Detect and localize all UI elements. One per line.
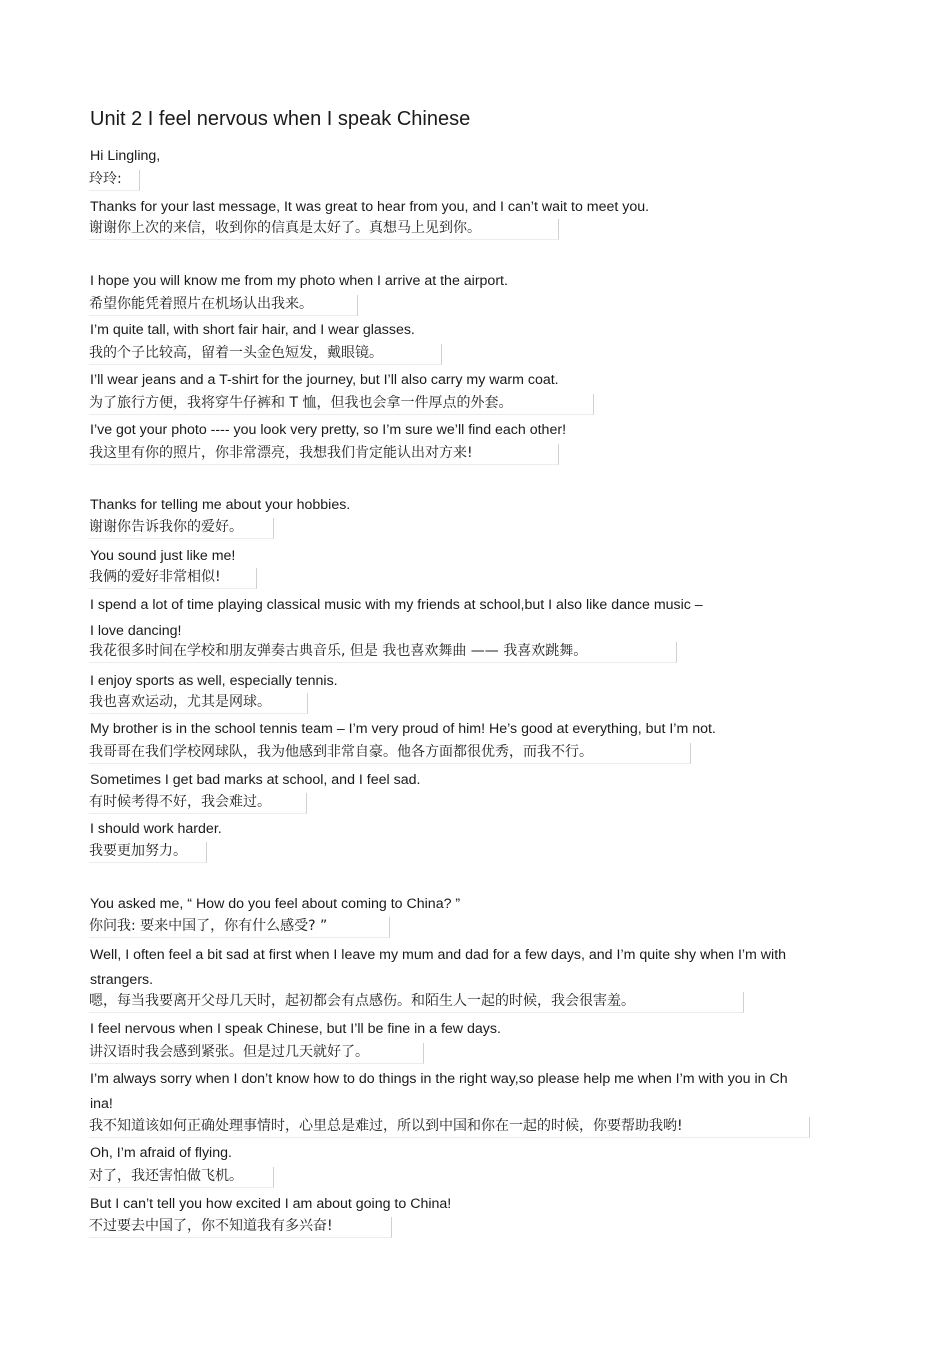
line-19-chinese: 不过要去中国了，你不知道我有多兴奋! (89, 1218, 333, 1234)
line-8-english: You sound just like me! (90, 548, 236, 564)
document-title: Unit 2 I feel nervous when I speak Chinese (90, 108, 471, 130)
line-7-english: Thanks for telling me about your hobbies. (90, 497, 351, 513)
line-13-english: I should work harder. (90, 821, 222, 837)
line-11-english: My brother is in the school tennis team – I’m very proud of him! He’s good at everything, but I’m not. (90, 721, 716, 737)
line-16-chinese: 讲汉语时我会感到紧张。但是过几天就好了。 (89, 1044, 369, 1060)
line-3-chinese: 希望你能凭着照片在机场认出我来。 (89, 296, 313, 312)
line-12-chinese: 有时候考得不好，我会难过。 (89, 794, 271, 810)
line-9-english: I spend a lot of time playing classical music with my friends at school,but I also like dance music – (90, 597, 703, 613)
line-15-chinese: 嗯，每当我要离开父母几天时，起初都会有点感伤。和陌生人一起的时候，我会很害羞。 (89, 993, 635, 1009)
line-18-english: Oh, I’m afraid of flying. (90, 1145, 232, 1161)
line-19-english: But I can’t tell you how excited I am about going to China! (90, 1196, 452, 1212)
line-4-english: I’m quite tall, with short fair hair, and I wear glasses. (90, 322, 415, 338)
line-10-english: I enjoy sports as well, especially tennis. (90, 673, 338, 689)
line-2-english: Thanks for your last message, It was great to hear from you, and I can’t wait to meet you. (90, 199, 650, 215)
line-9-english-continued: I love dancing! (90, 623, 182, 639)
line-7-chinese: 谢谢你告诉我你的爱好。 (89, 519, 243, 535)
line-6-english: I’ve got your photo ---- you look very pretty, so I’m sure we’ll find each other! (90, 422, 567, 438)
line-17-chinese: 我不知道该如何正确处理事情时，心里总是难过，所以到中国和你在一起的时候，你要帮助我哟! (89, 1118, 683, 1134)
line-12-english: Sometimes I get bad marks at school, and I feel sad. (90, 772, 421, 788)
line-3-english: I hope you will know me from my photo when I arrive at the airport. (90, 273, 508, 289)
line-1-english: Hi Lingling, (90, 148, 161, 164)
line-4-chinese: 我的个子比较高，留着一头金色短发，戴眼镜。 (89, 345, 383, 361)
line-17-english: I’m always sorry when I don’t know how to do things in the right way,so please help me when I’m with you in Ch (90, 1071, 788, 1087)
line-5-chinese: 为了旅行方便，我将穿牛仔裤和 T 恤，但我也会拿一件厚点的外套。 (89, 395, 513, 411)
line-1-chinese: 玲玲: (89, 171, 122, 187)
line-14-chinese: 你问我: 要来中国了，你有什么感受? ” (89, 918, 328, 934)
line-15-english-continued: strangers. (90, 972, 154, 988)
line-6-chinese: 我这里有你的照片，你非常漂亮，我想我们肯定能认出对方来! (89, 445, 473, 461)
line-14-english: You asked me, “ How do you feel about coming to China? ” (90, 896, 461, 912)
line-8-chinese: 我俩的爱好非常相似! (89, 569, 221, 585)
line-17-english-continued: ina! (90, 1096, 113, 1112)
line-15-english: Well, I often feel a bit sad at first when I leave my mum and dad for a few days, and I’m quite shy when I’m with (90, 947, 787, 963)
line-9-chinese: 我花很多时间在学校和朋友弹奏古典音乐, 但是 我也喜欢舞曲 —— 我喜欢跳舞。 (89, 643, 588, 659)
line-13-chinese: 我要更加努力。 (89, 843, 187, 859)
line-2-chinese: 谢谢你上次的来信，收到你的信真是太好了。真想马上见到你。 (89, 220, 481, 236)
line-16-english: I feel nervous when I speak Chinese, but I’ll be fine in a few days. (90, 1021, 501, 1037)
line-5-english: I’ll wear jeans and a T-shirt for the journey, but I’ll also carry my warm coat. (90, 372, 559, 388)
line-11-chinese: 我哥哥在我们学校网球队，我为他感到非常自豪。他各方面都很优秀，而我不行。 (89, 744, 593, 760)
line-10-chinese: 我也喜欢运动，尤其是网球。 (89, 694, 271, 710)
line-18-chinese: 对了，我还害怕做飞机。 (89, 1168, 243, 1184)
